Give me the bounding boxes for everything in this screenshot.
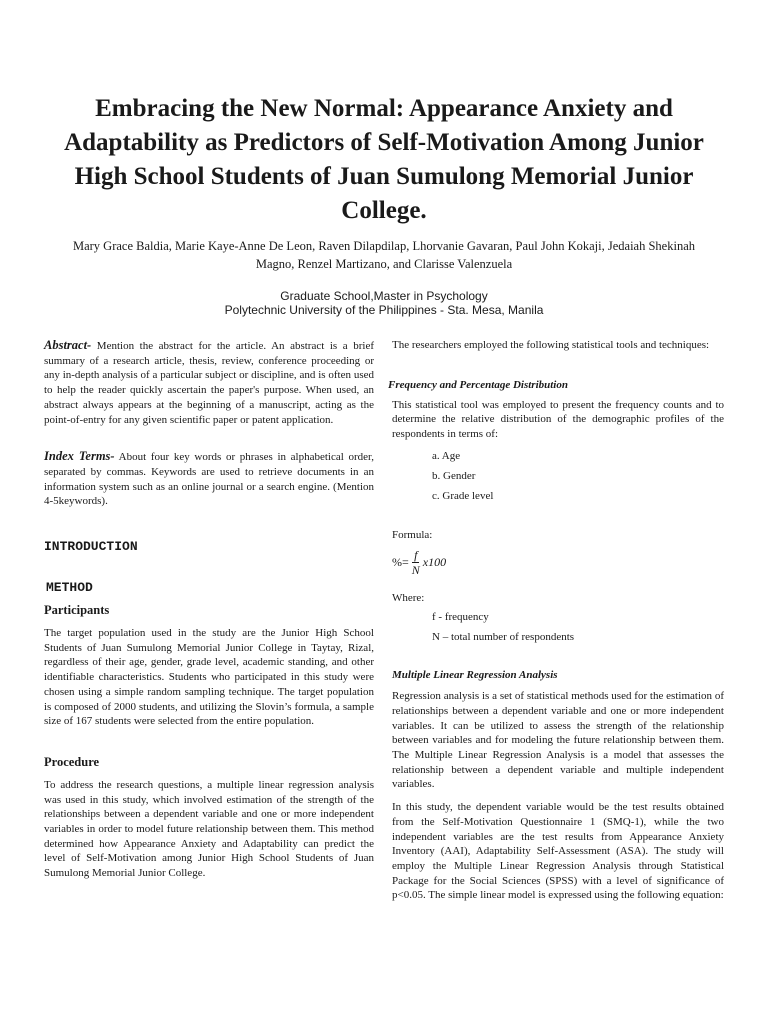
where-label: Where: — [392, 591, 425, 604]
percentage-formula — [392, 548, 724, 577]
introduction-heading: INTRODUCTION — [44, 539, 138, 555]
participants-text: The target population used in the study are the Junior High School Students of Juan Sumulong Memorial Junior College in Taytay, Rizal, regardless of their age, gender, grade level, academic standing, and other identifiable characteristics. Students who participated in this study were chosen using a simple random sampling technique. The target population is composed of 2000 students, and utilizing the Slovin’s formula, a sample size of 167 students were selected from the entire population. — [44, 627, 374, 728]
mlr-text-1: Regression analysis is a set of statistical methods used for the estimation of relationships between a dependent variable and one or more independent variables. It can be utilized to assess the strength of the relationship between variables and for modeling the future relationship between them. The Multiple Linear Regression Analysis is a model that assesses the relationship between a dependent variable and multiple independent variables. — [392, 690, 724, 791]
list-item: b. Gender — [432, 469, 476, 482]
frequency-text: This statistical tool was employed to present the frequency counts and to determine the relative distribution of the demographic profiles of the respondents in terms of: — [392, 398, 724, 441]
index-terms-text: About four key words or phrases in alphabetical order, separated by commas. Keywords are used to retrieve documents in an information system such as an online journal or a search engine. (Mention 4-5keywords). — [44, 451, 375, 508]
formula-label: Formula: — [392, 528, 433, 541]
affiliation-line-1: Graduate School,Master in Psychology — [280, 289, 488, 303]
abstract-paragraph — [44, 338, 374, 427]
list-item: a. Age — [432, 449, 461, 462]
participants-heading: Participants — [44, 603, 110, 618]
formula-rhs: x100 — [422, 554, 447, 569]
paper-title: Embracing the New Normal: Appearance Anxiety and Adaptability as Predictors of Self-Motivation Among Junior High School Students of Juan Sumulong Memorial Junior College. — [64, 95, 704, 224]
abstract-label: Abstract- — [44, 338, 92, 352]
list-item: f - frequency — [432, 611, 489, 624]
tools-intro-text: The researchers employed the following statistical tools and techniques: — [392, 339, 710, 351]
right-column — [388, 338, 724, 903]
list-item: N – total number of respondents — [432, 631, 575, 644]
formula-fraction — [412, 548, 420, 577]
affiliation — [60, 289, 708, 317]
formula-lhs: % — [392, 554, 402, 569]
abstract-text: Mention the abstract for the article. An abstract is a brief summary of a research article, thesis, review, conference proceeding or any in-depth analysis of a particular subject or discipline, and is often used to help the reader quickly ascertain the paper's purpose. When used, an abstract always appears at the beginning of a manuscript, acting as the point-of-entry for any given scientific paper or patent application. — [44, 340, 374, 426]
method-heading: METHOD — [46, 580, 93, 596]
list-item: c. Grade level — [432, 489, 494, 502]
where-list — [392, 607, 724, 647]
affiliation-line-2: Polytechnic University of the Philippines - Sta. Mesa, Manila — [224, 303, 544, 317]
left-column — [44, 338, 374, 881]
index-terms-label: Index Terms- — [44, 449, 115, 464]
formula-denominator: N — [411, 562, 420, 577]
demographic-list — [392, 446, 724, 506]
procedure-text: To address the research questions, a multiple linear regression analysis was used in this study, which involved estimation of the strength of the relationships between a dependent variable and one or more independent variables in order to model future relationship between them. This method determined how Appearance Anxiety and Adaptability can predict the level of Self-Motivation among Junior High School Students of Juan Sumulong Memorial Junior College. — [44, 778, 374, 880]
index-terms-paragraph — [44, 449, 374, 509]
formula-equals: = — [402, 554, 409, 569]
mlr-text-2: In this study, the dependent variable would be the test results obtained from the Self-Motivation Questionnaire 1 (SMQ-1), while the two independent variables are the test results from Appearance Anxiety Inventory (AAI), Adaptability Self-Assessment (ASA). The study will employ the Multiple Linear Regression Analysis through Statistical Package for the Social Sciences (SPSS) with a level of significance of p<0.05. The simple linear model is expressed using the following equation: — [392, 801, 724, 902]
frequency-heading: Frequency and Percentage Distribution — [388, 378, 568, 391]
formula-numerator: f — [414, 547, 418, 562]
procedure-heading: Procedure — [44, 754, 100, 769]
mlr-heading: Multiple Linear Regression Analysis — [392, 669, 558, 682]
author-list: Mary Grace Baldia, Marie Kaye-Anne De Leon, Raven Dilapdilap, Lhorvanie Gavaran, Paul John Kokaji, Jedaiah Shekinah Magno, Renzel Martizano, and Clarisse Valenzuela — [72, 239, 695, 271]
